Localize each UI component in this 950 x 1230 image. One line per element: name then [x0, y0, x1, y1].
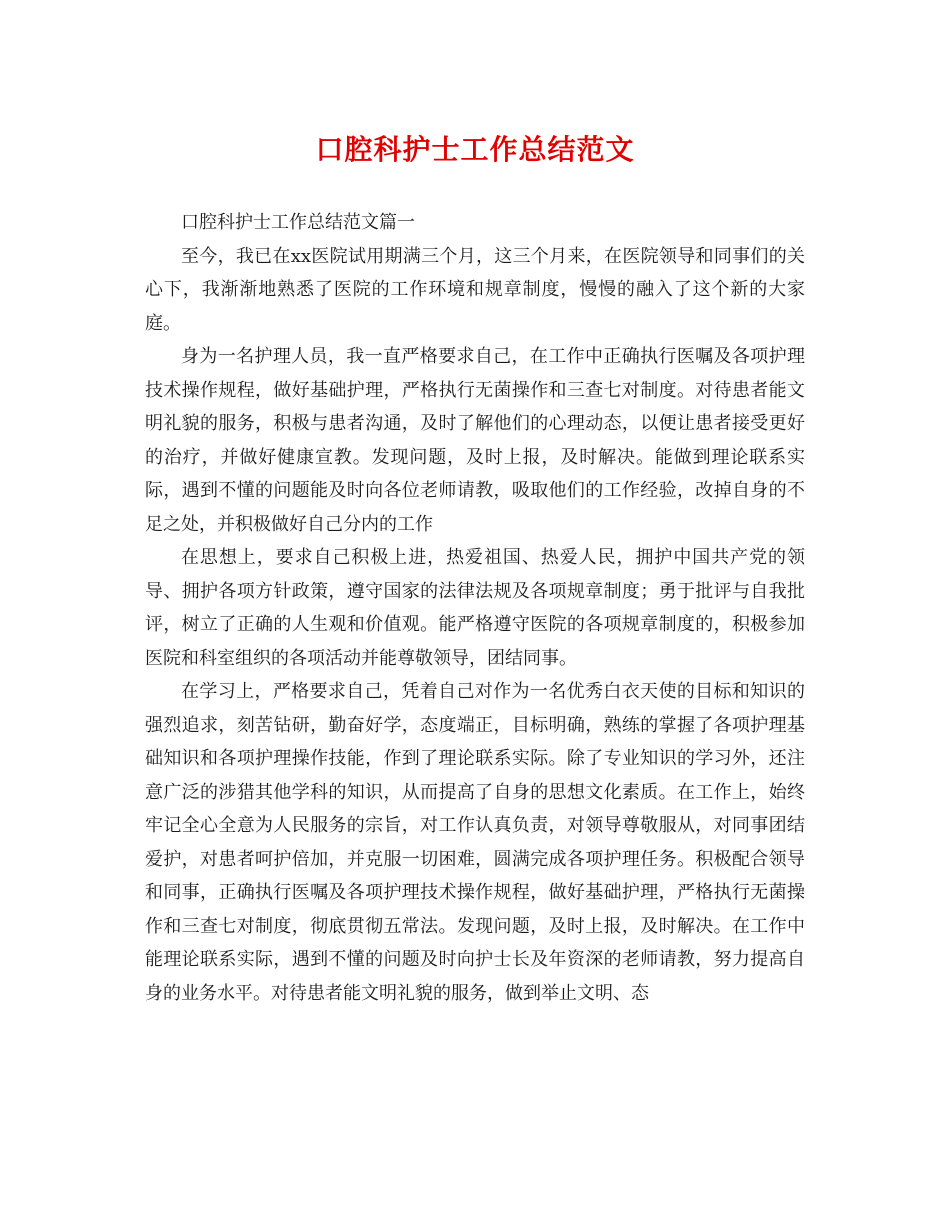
paragraph-2: 身为一名护理人员，我一直严格要求自己，在工作中正确执行医嘱及各项护理技术操作规程，做好基础护理，严格执行无菌操作和三查七对制度。对待患者能文明礼貌的服务，积极与患者沟通，及时了解他们的心理动态，以便让患者接受更好的治疗，并做好健康宣教。发现问题，及时上报，及时解决。能做到理论联系实际，遇到不懂的问题能及时向各位老师请教，吸取他们的工作经验，改掉自身的不足之处，并积极做好自己分内的工作 [145, 346, 805, 535]
paragraph-3: 在思想上，要求自己积极上进，热爱祖国、热爱人民，拥护中国共产党的领导、拥护各项方针政策，遵守国家的法律法规及各项规章制度；勇于批评与自我批评，树立了正确的人生观和价值观。能严格遵守医院的各项规章制度的，积极参加医院和科室组织的各项活动并能尊敬领导，团结同事。 [145, 547, 805, 669]
document-body [145, 206, 805, 1010]
section-heading: 口腔科护士工作总结范文篇一 [181, 212, 415, 233]
paragraph-4: 在学习上，严格要求自己，凭着自己对作为一名优秀白衣天使的目标和知识的强烈追求，刻苦钻研，勤奋好学，态度端正，目标明确，熟练的掌握了各项护理基础知识和各项护理操作技能，作到了理论联系实际。除了专业知识的学习外，还注意广泛的涉猎其他学科的知识，从而提高了自身的思想文化素质。在工作上，始终牢记全心全意为人民服务的宗旨，对工作认真负责，对领导尊敬服从，对同事团结爱护，对患者呵护倍加，并克服一切困难，圆满完成各项护理任务。积极配合领导和同事，正确执行医嘱及各项护理技术操作规程，做好基础护理，严格执行无菌操作和三查七对制度，彻底贯彻五常法。发现问题，及时上报，及时解决。在工作中能理论联系实际，遇到不懂的问题及时向护士长及年资深的老师请教，努力提高自身的业务水平。对待患者能文明礼貌的服务，做到举止文明、态 [145, 681, 805, 1004]
document-title: 口腔科护士工作总结范文 [315, 133, 635, 166]
paragraph-1: 至今，我已在xx医院试用期满三个月，这三个月来，在医院领导和同事们的关心下，我渐渐地熟悉了医院的工作环境和规章制度，慢慢的融入了这个新的大家庭。 [145, 245, 805, 334]
